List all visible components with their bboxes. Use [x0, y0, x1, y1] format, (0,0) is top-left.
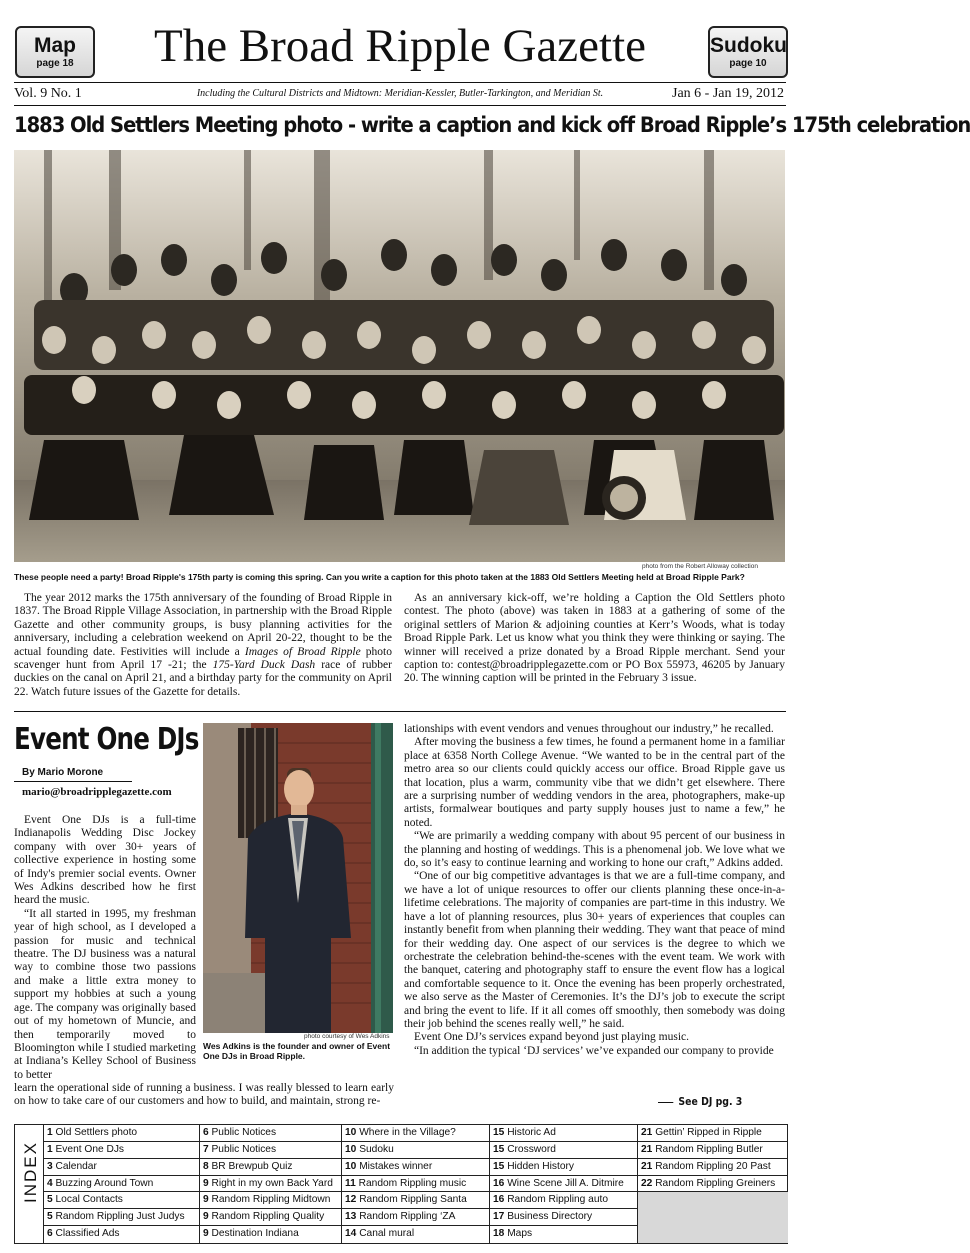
index-column-4 [489, 1125, 638, 1243]
map-button-page: page 18 [36, 58, 74, 69]
index-entry[interactable]: 3 Calendar [44, 1159, 200, 1176]
index-entry[interactable]: 9 Random Rippling Quality [200, 1209, 342, 1226]
index-column-2 [199, 1125, 342, 1243]
index-entry[interactable]: 13 Random Rippling ‘ZA [342, 1209, 490, 1226]
index-entry[interactable]: 6 Classified Ads [47, 1228, 120, 1240]
lead-col1-text-1: The year 2012 marks the 175th anniversary of the founding of Broad Ripple in 1837. The Broad Ripple Village Association, in partnership with the Broad Ripple Gazette and other community groups, is busy planning activities for the anniversary, including a celebration weekend on April 20-22, thought to be the actual founding date. Festivities will include a [14, 592, 392, 658]
event-byline: By Mario Morone [22, 767, 104, 778]
index-column-5 [637, 1125, 788, 1243]
lead-col1-text-2: photo scavenger hunt from April 17 -21; the [14, 645, 392, 672]
section-divider [14, 711, 786, 712]
wes-adkins-photo [203, 723, 393, 1033]
index-entry[interactable]: 5 Local Contacts [44, 1192, 200, 1209]
index-column-1 [43, 1125, 200, 1243]
event-right-para-2: After moving the business a few times, he found a permanent home in a familiar place at 6358 North College Avenue. “We wanted to be in the central part of the metro area so our clients could quickly access our office. Broad Ripple gave us that location, plus a warm, community vibe that we didn’t get elsewhere. There are a surprising number of wedding vendors in the area, photographers, make-up artists, formalwear boutiques and party supply houses just to name a few,” he noted. [404, 736, 785, 829]
index-entry[interactable]: 8 BR Brewpub Quiz [200, 1159, 342, 1176]
tagline: Including the Cultural Districts and Midtown: Meridian-Kessler, Butler-Tarkington, and Meridian St. [196, 88, 604, 99]
index-entry[interactable]: 21 Random Rippling Butler [638, 1142, 788, 1159]
index-entry[interactable]: 15 Hidden History [490, 1159, 638, 1176]
index-entry[interactable]: 16 Random Rippling auto [490, 1192, 638, 1209]
index-entry[interactable]: 6 Public Notices [200, 1125, 342, 1142]
photo2-credit: photo courtesy of Wes Adkins [304, 1033, 390, 1040]
index-entry[interactable]: 11 Random Rippling music [342, 1176, 490, 1193]
sudoku-button-page: page 10 [729, 58, 767, 69]
index-entry[interactable]: 9 Right in my own Back Yard [200, 1176, 342, 1193]
event-right-para-6: “In addition the typical ‘DJ services’ we’ve expanded our company to provide [414, 1044, 774, 1057]
map-button-label: Map [34, 34, 76, 57]
event-left-para-2: “It all started in 1995, my freshman year of high school, as I developed a passion for music and technical theatre. The DJ business was a natural way to combine those two passions and make a little extra money to support my hobbies at such a young age. The company was originally based out of my hometown of Muncie, and then temporarily moved to Bloomington while I studied marketing at Indiana’s Kelley School of Business to better [14, 907, 196, 1081]
event-right-para-3: “We are primarily a wedding company with about 95 percent of our business in the planning and hosting of weddings. This is a phenomenal job. We love what we do, so it’s easy to continue learning and working to hone our craft,” Adkins added. [404, 830, 785, 870]
index-entry[interactable]: 18 Maps [493, 1228, 533, 1240]
see-dj-label: See DJ pg. 3 [678, 1095, 743, 1108]
index-entry[interactable]: 4 Buzzing Around Town [44, 1176, 200, 1193]
photo2-caption: Wes Adkins is the founder and owner of Event One DJs in Broad Ripple. [203, 1041, 391, 1061]
index-empty-cell [638, 1192, 788, 1243]
map-page-button[interactable] [15, 26, 95, 78]
event-headline: Event One DJs [14, 722, 199, 757]
index-entry[interactable]: 12 Random Rippling Santa [342, 1192, 490, 1209]
author-email[interactable]: mario@broadripplegazette.com [22, 786, 172, 798]
event-right-para-1: lationships with event vendors and venues throughout our industry,” he recalled. [404, 723, 774, 735]
index-entry[interactable]: 9 Random Rippling Midtown [200, 1192, 342, 1209]
lead-column-1 [14, 592, 392, 699]
issue-date: Jan 6 - Jan 19, 2012 [672, 86, 784, 101]
event-left-column [14, 814, 196, 1082]
index-entry[interactable]: 5 Random Rippling Just Judys [44, 1209, 200, 1226]
index-entry[interactable]: 10 Sudoku [342, 1142, 490, 1159]
index-entry[interactable]: 21 Gettin’ Ripped in Ripple [638, 1125, 788, 1142]
index-column-3 [341, 1125, 490, 1243]
event-right-para-4: “One of our big competitive advantages is that we are a full-time company, and we have a lot of unique resources to offer our clients planning these once-in-a-lifetime celebrations. The majority of companies are part-time in this industry. We have a lot of planning resources, plus 30+ years of experiences that couples can instantly benefit from when planning their wedding. They want that peace of mind for their wedding day. One aspect of our services is the degree to which we orchestrate the celebration behind-the-scenes with the event team. We work with the banquet, catering and photography staff to ensure the event flow has a logical and comfortable sequence to it. Once the evening has been properly orchestrated, we also serve as the Master of Ceremonies. It’s the DJ’s job to execute the script and bring the event to life. If it all comes off smoothly, then somebody was doing their job behind the scenes really well,” he said. [404, 870, 785, 1030]
lead-col1-em-1: Images of Broad Ripple [244, 645, 361, 658]
lead-headline: 1883 Old Settlers Meeting photo - write a caption and kick off Broad Ripple’s 175th celebration [14, 113, 970, 137]
sudoku-page-button[interactable] [708, 26, 788, 78]
photo1-credit: photo from the Robert Alloway collection [642, 563, 758, 570]
header-rule-bottom [14, 105, 786, 106]
jump-dash [658, 1102, 673, 1103]
lead-col2-text: As an anniversary kick-off, we’re holding a Caption the Old Settlers photo contest. The photo (above) was taken in 1883 at a gathering of some of the original settlers of Marion & adjoining counties at Kerr’s Woods, what is today Broad Ripple Park. Let us know what you think they were thinking or saying. The winner will received a prize donated by a Broad Ripple merchant. Send your caption to: contest@broadripplegazette.com or PO Box 55973, 46205 by January 20. The winning caption will be printed in the February 3 issue. [404, 592, 785, 685]
index-entry[interactable]: 15 Crossword [490, 1142, 638, 1159]
index-entry[interactable]: 17 Business Directory [490, 1209, 638, 1226]
index-label-cell [15, 1125, 44, 1243]
lead-col1-em-2: 175-Yard Duck Dash [212, 659, 316, 672]
see-dj-jump-link[interactable] [658, 1095, 742, 1108]
index-entry[interactable]: 1 Event One DJs [44, 1142, 200, 1159]
index-label: INDEX [21, 1141, 40, 1203]
index-entry[interactable]: 1 Old Settlers photo [44, 1125, 200, 1142]
byline-rule [14, 781, 132, 782]
index-table [14, 1124, 788, 1244]
index-entry[interactable]: 15 Historic Ad [490, 1125, 638, 1142]
sudoku-button-label: Sudoku [710, 34, 787, 57]
masthead-title: The Broad Ripple Gazette [153, 20, 646, 72]
event-right-para-5: Event One DJ’s services expand beyond just playing music. [414, 1031, 689, 1044]
event-left-para-1: Event One DJs is a full-time Indianapolis Wedding Disc Jockey company with over 30+ years of collective experience in hosting some of Indy's premier social events. Owner Wes Adkins described how he first heard the music. [14, 814, 196, 907]
index-entry[interactable]: 10 Where in the Village? [342, 1125, 490, 1142]
header-rule-top [14, 82, 786, 83]
index-entry[interactable]: 10 Mistakes winner [342, 1159, 490, 1176]
index-entry[interactable]: 7 Public Notices [200, 1142, 342, 1159]
index-entry[interactable]: 21 Random Rippling 20 Past [638, 1159, 788, 1176]
index-entry[interactable]: 16 Wine Scene Jill A. Ditmire [490, 1176, 638, 1193]
volume-number: Vol. 9 No. 1 [14, 86, 82, 101]
old-settlers-photo [14, 150, 785, 562]
event-right-column [404, 723, 785, 1058]
index-entry[interactable]: 14 Canal mural [345, 1228, 415, 1240]
photo1-caption: These people need a party! Broad Ripple's 175th party is coming this spring. Can you write a caption for this photo taken at the 1883 Old Settlers Meeting held at Broad Ripple Park? [14, 572, 745, 582]
lead-col1-text-3: race of rubber duckies on the canal on April 21, and a birthday party for the community on April 22. Watch future issues of the Gazette for details. [14, 659, 392, 698]
event-bottom-text: learn the operational side of running a business. I was really blessed to learn early on how to take care of our customers and how to build, and maintain, strong re- [14, 1082, 394, 1108]
index-entry[interactable]: 22 Random Rippling Greiners [638, 1176, 788, 1193]
event-bottom-line [14, 1082, 394, 1109]
lead-column-2 [404, 592, 785, 686]
index-entry[interactable]: 9 Destination Indiana [203, 1228, 299, 1240]
